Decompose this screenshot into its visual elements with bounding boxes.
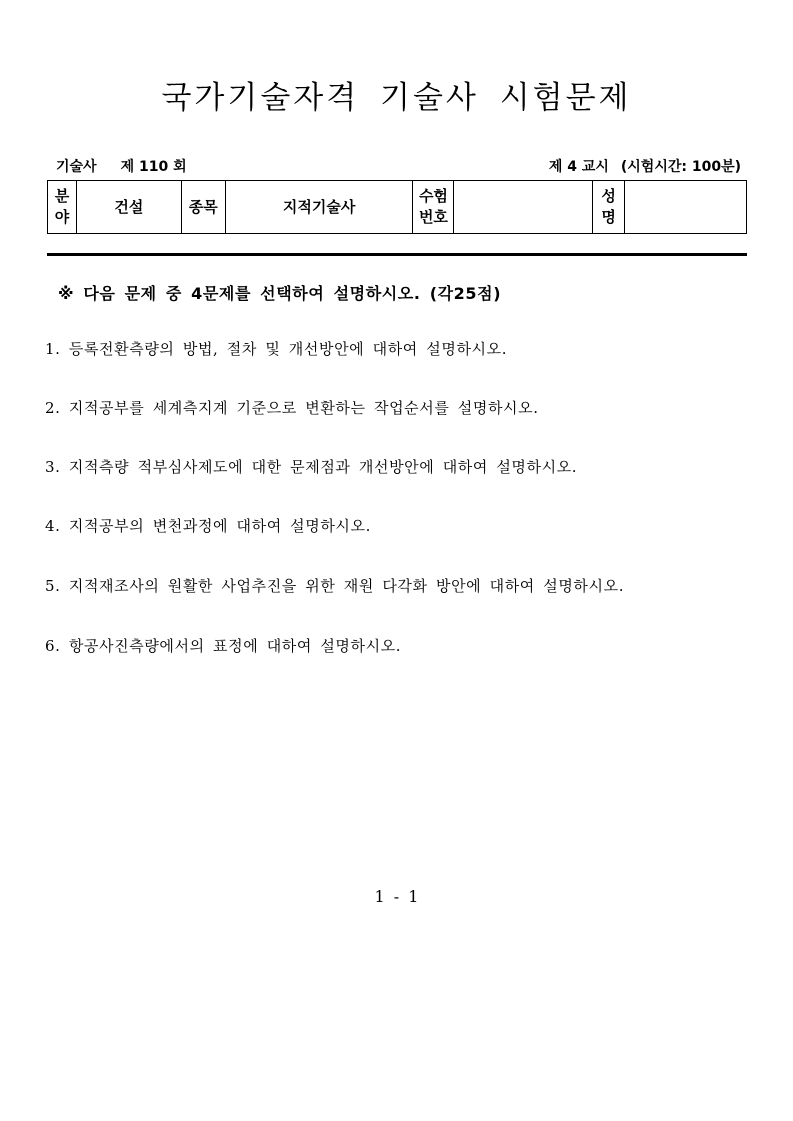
question-2: 2. 지적공부를 세계측지계 기준으로 변환하는 작업순서를 설명하시오. [45, 399, 539, 417]
exam-time: (시험시간: 100분) [620, 159, 741, 175]
name-field[interactable] [625, 181, 747, 234]
name-label-text: 성 명 [601, 187, 616, 226]
exam-round: 제 110 회 [120, 159, 187, 175]
question-6: 6. 항공사진측량에서의 표정에 대하여 설명하시오. [45, 637, 402, 655]
name-label [593, 181, 625, 234]
exam-session: 제 4 교시 [548, 159, 609, 175]
subject-label: 종목 [181, 181, 225, 234]
field-label [48, 181, 77, 234]
question-3: 3. 지적측량 적부심사제도에 대한 문제점과 개선방안에 대하여 설명하시오. [45, 458, 578, 476]
exam-meta-row [50, 156, 747, 176]
exam-category: 기술사 [56, 159, 97, 175]
question-4: 4. 지적공부의 변천과정에 대하여 설명하시오. [45, 517, 371, 535]
field-label-text: 분 야 [54, 187, 70, 226]
question-1: 1. 등록전환측량의 방법, 절차 및 개선방안에 대하여 설명하시오. [45, 340, 508, 358]
header-divider [47, 253, 747, 256]
exam-number-label [413, 181, 454, 234]
exam-title: 국가기술자격 기술사 시험문제 [161, 80, 632, 116]
exam-number-field[interactable] [454, 181, 593, 234]
exam-info-table [47, 180, 747, 234]
subject-value: 지적기술사 [225, 181, 413, 234]
exam-meta-left [56, 156, 187, 176]
exam-meta-right [549, 156, 741, 176]
page-number: 1 - 1 [374, 887, 419, 906]
instruction-text: ※ 다음 문제 중 4문제를 선택하여 설명하시오. (각25점) [58, 284, 502, 303]
question-5: 5. 지적재조사의 원활한 사업추진을 위한 재원 다각화 방안에 대하여 설명하시오. [45, 577, 625, 595]
field-value: 건설 [76, 181, 181, 234]
exam-number-label-text: 수험 번호 [418, 187, 448, 226]
